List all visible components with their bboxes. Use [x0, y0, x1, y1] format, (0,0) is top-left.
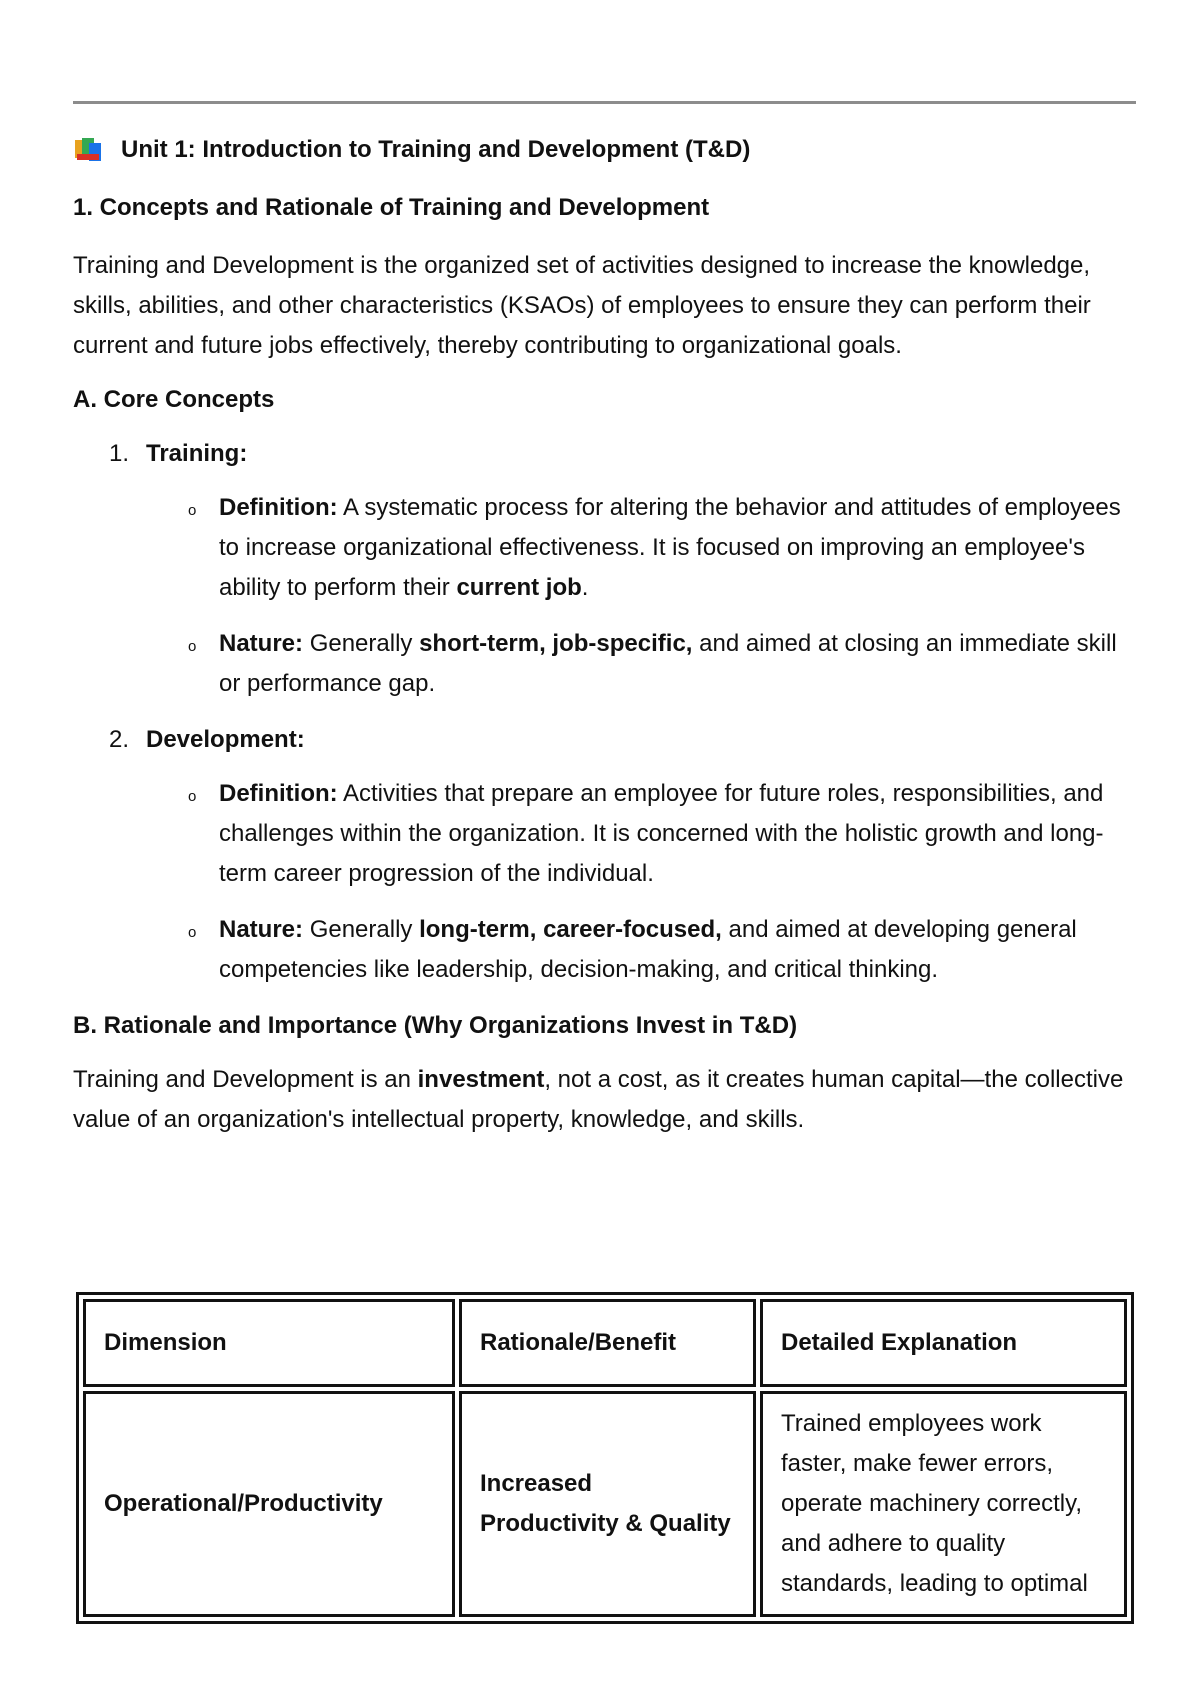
- definition-text: A systematic process for altering the behavior and attitudes of employees to increase organizational effectiveness. It is focused on improving an employee's ability to perform their: [219, 494, 1121, 601]
- rationale-heading: B. Rationale and Importance (Why Organizations Invest in T&D): [73, 1012, 798, 1039]
- sub-list: [146, 488, 1136, 704]
- nature-post: and aimed at developing general competencies like leadership, decision-making, and critical thinking.: [219, 916, 1077, 983]
- definition-label: Definition:: [219, 780, 338, 807]
- bullet-icon: o: [188, 502, 197, 519]
- nature-label: Nature:: [219, 916, 304, 943]
- list-item-title: Development:: [146, 726, 305, 753]
- document-content: [73, 130, 1136, 1154]
- definition-label: Definition:: [219, 494, 338, 521]
- definition-emphasis: current job: [456, 574, 582, 601]
- rationale-text: [73, 1060, 1136, 1140]
- nature-label: Nature:: [219, 630, 304, 657]
- unit-title: [73, 130, 1136, 170]
- sub-item-nature: [146, 624, 1136, 704]
- section-heading: 1. Concepts and Rationale of Training and Development: [73, 194, 710, 221]
- bullet-icon: o: [188, 638, 197, 655]
- nature-pre: Generally: [309, 916, 413, 943]
- table-header-row: [83, 1299, 1127, 1387]
- table-cell-explanation: Trained employees work faster, make fewer errors, operate machinery correctly, and adhere to quality standards, leading to optimal: [760, 1391, 1127, 1617]
- sub-item-definition: [146, 774, 1136, 894]
- nature-emphasis: short-term, job-specific,: [419, 630, 693, 657]
- top-horizontal-rule: [73, 101, 1136, 104]
- nature-post: and aimed at closing an immediate skill or performance gap.: [219, 630, 1117, 697]
- bullet-icon: o: [188, 788, 197, 805]
- sub-list: [146, 774, 1136, 990]
- nature-pre: Generally: [309, 630, 413, 657]
- list-item-development: [73, 720, 1136, 990]
- core-concepts-heading: A. Core Concepts: [73, 386, 275, 413]
- rationale-pre: Training and Development is an: [73, 1066, 411, 1093]
- rationale-table: [76, 1292, 1134, 1624]
- table-header-cell: Dimension: [83, 1299, 455, 1387]
- definition-text: Activities that prepare an employee for future roles, responsibilities, and challenges within the organization. It is concerned with the holistic growth and long-term career progression of the individual.: [219, 780, 1104, 887]
- list-item-training: [73, 434, 1136, 704]
- nature-emphasis: long-term, career-focused,: [419, 916, 722, 943]
- sub-item-definition: [146, 488, 1136, 608]
- table-cell-dimension: Operational/Productivity: [83, 1391, 455, 1617]
- bullet-icon: o: [188, 924, 197, 941]
- unit-title-text: Unit 1: Introduction to Training and Development (T&D): [121, 136, 751, 163]
- rationale-post: , not a cost, as it creates human capital—the collective value of an organization's intellectual property, knowledge, and skills.: [73, 1066, 1124, 1133]
- table-row: [83, 1391, 1127, 1617]
- list-number: 1.: [109, 440, 130, 467]
- section-intro: Training and Development is the organized set of activities designed to increase the knowledge, skills, abilities, and other characteristics (KSAOs) of employees to ensure they can perform their current and future jobs effectively, thereby contributing to organizational goals.: [73, 252, 1091, 359]
- rationale-emphasis: investment: [417, 1066, 545, 1093]
- list-item-title: Training:: [146, 440, 248, 467]
- table-cell-benefit: Increased Productivity & Quality: [459, 1391, 756, 1617]
- table-header-cell: Rationale/Benefit: [459, 1299, 756, 1387]
- books-icon: [73, 137, 107, 163]
- sub-item-nature: [146, 910, 1136, 990]
- definition-end: .: [581, 574, 589, 601]
- core-concepts-list: [73, 434, 1136, 990]
- table-header-cell: Detailed Explanation: [760, 1299, 1127, 1387]
- list-number: 2.: [109, 726, 130, 753]
